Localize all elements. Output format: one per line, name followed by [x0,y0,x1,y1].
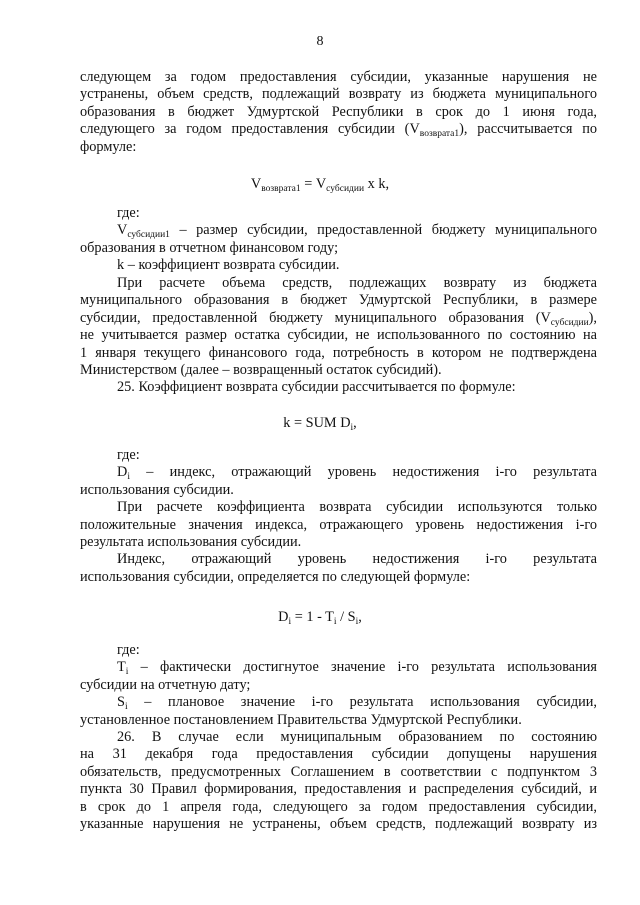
paragraph-calculation [80,275,597,397]
formula-index: $D_i = 1 - T_i / S_i$, [278,609,362,627]
text-line: $T_i$ – фактически достигнутое значение i-го результата использования [117,659,597,677]
text-line: на 31 декабря года предоставления субсидии допущены нарушения [80,746,597,763]
definitions-block-2 [80,447,597,586]
where-label: где: [117,642,140,658]
definitions-block-1 [80,205,597,275]
text-line: образования в бюджет Удмуртской Республики в срок до 1 июня года, [80,103,597,120]
clause-26: 26. В случае если муниципальным образованием по состоянию [117,729,597,746]
text-line: положительные значения индекса, отражающего уровень недостижения i-го [80,516,597,533]
text-line: установленное постановлением Правительства Удмуртской Республики. [80,711,522,728]
text-line: 1 января текущего финансового года, потребность в котором не подтверждена [80,344,597,361]
formula-return-volume: $V_{возврата1} = V_{субсидии}$ x k, [250,176,390,194]
clause-25: 25. Коэффициент возврата субсидии рассчитывается по формуле: [117,379,516,396]
text-line: $V_{субсидии1}$ – размер субсидии, предоставленной бюджету муниципального [117,222,597,240]
text-line: формуле: [80,138,137,155]
text-line: указанные нарушения не устранены, объем средств, подлежащий возврату из [80,816,597,833]
text-line: субсидии, предоставленной бюджету муниципального образования $(V_{субсидии})$, [80,309,597,328]
text-line: использования субсидии, определяется по следующей формуле: [80,568,471,585]
text-line: Индекс, отражающий уровень недостижения i-го результата [117,551,597,568]
definitions-block-3 [80,642,597,833]
formula-coefficient: k = SUM $D_i$, [283,415,357,433]
text-line: При расчете объема средств, подлежащих возврату из бюджета [117,275,597,291]
text-line: k – коэффициент возврата субсидии. [117,257,340,274]
text-line: муниципального образования в бюджет Удмуртской Республики, в размере [80,292,597,309]
text-line: не учитывается размер остатка субсидии, не использованного по состоянию на [80,327,597,344]
text-line: пункта 30 Правил формирования, предоставления и распределения субсидий, и [80,781,597,798]
text-line: использования субсидии. [80,481,234,498]
text-line: результата использования субсидии. [80,534,302,551]
text-line: следующего за годом предоставления субсидии $(V_{возврата1})$, рассчитывается по [80,121,597,139]
where-label: где: [117,205,140,221]
text-line: субсидии на отчетную дату; [80,676,251,693]
text-line: в срок до 1 апреля года, следующего за годом предоставления субсидии, [80,798,597,815]
where-label: где: [117,447,140,463]
text-line: следующем за годом предоставления субсидии, указанные нарушения не [80,69,597,85]
text-line: Министерством (далее – возвращенный остаток субсидий). [80,362,442,379]
text-line: образования в отчетном финансовом году; [80,239,339,256]
page-number: 8 [316,34,324,49]
text-line: $D_i$ – индекс, отражающий уровень недостижения i-го результата [117,464,597,482]
text-line: При расчете коэффициента возврата субсидии используются только [117,499,597,516]
text-line: устранены, объем средств, подлежащий возврату из бюджета муниципального [80,86,597,103]
text-line: обязательств, предусмотренных Соглашением в соответствии с подпунктом 3 [80,763,597,780]
text-line: $S_i$ – плановое значение i-го результата использования субсидии, [117,694,597,712]
paragraph-continuation [80,69,597,156]
